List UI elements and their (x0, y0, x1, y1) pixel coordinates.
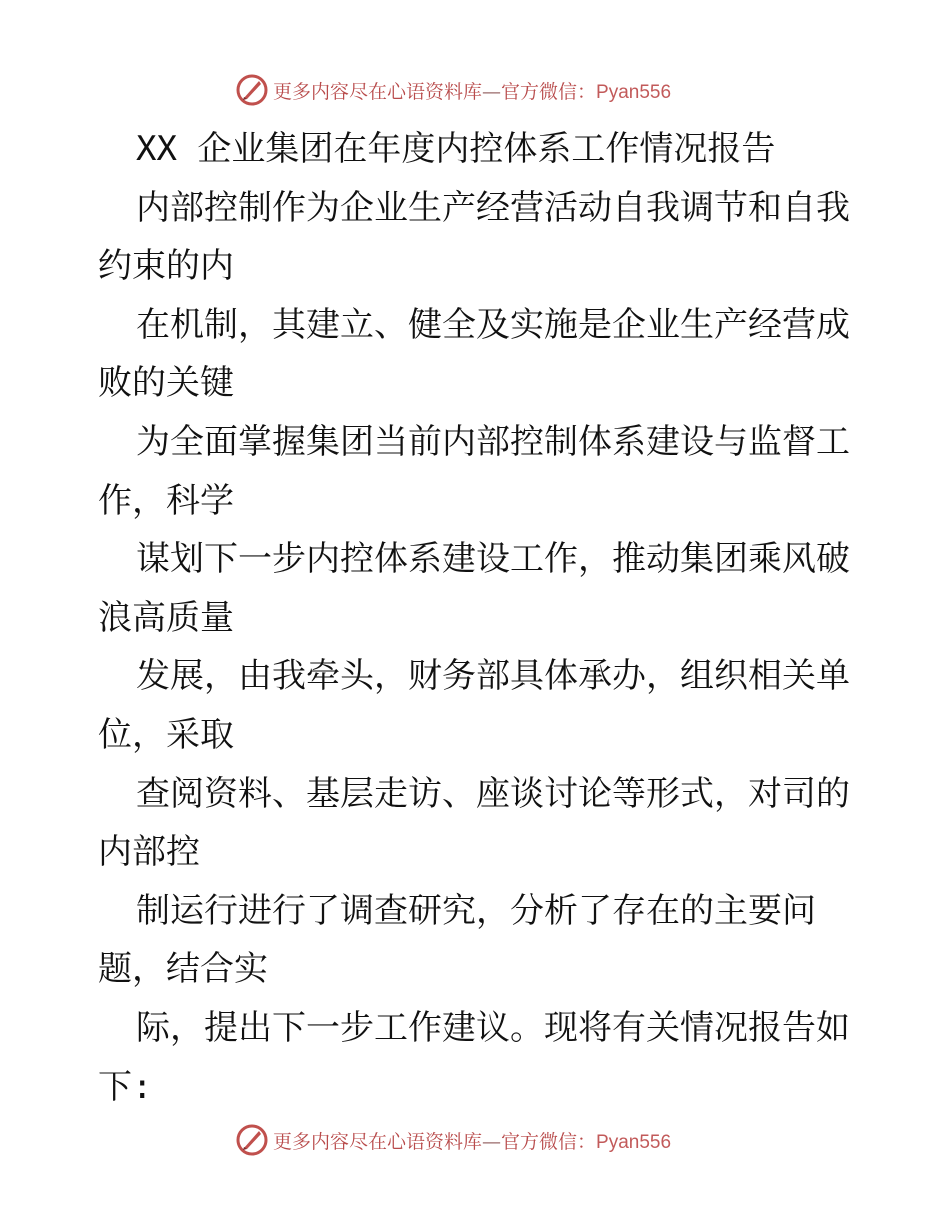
watermark-brand: 更多内容尽在心语资料库 (273, 1130, 483, 1153)
body-line: 败的关键 (98, 363, 234, 404)
body-line: 内部控 (98, 832, 200, 873)
document-title: XX 企业集团在年度内控体系工作情况报告 (136, 129, 776, 169)
body-line: 谋划下一步内控体系建设工作，推动集团乘风破 (136, 539, 850, 580)
body-line: 作，科学 (98, 480, 234, 521)
watermark-separator: — (482, 80, 502, 103)
body-line: 约束的内 (98, 246, 234, 287)
header-watermark (235, 72, 671, 108)
watermark-brand: 更多内容尽在心语资料库 (273, 80, 483, 103)
body-line: 题，结合实 (98, 949, 268, 990)
body-line: 为全面掌握集团当前内部控制体系建设与监督工 (136, 421, 850, 462)
body-line: 在机制，其建立、健全及实施是企业生产经营成 (136, 304, 850, 345)
watermark-label: 官方微信： (501, 1130, 597, 1153)
watermark-account: Pyan556 (596, 81, 672, 103)
body-line: 浪高质量 (98, 597, 234, 638)
body-line: 制运行进行了调查研究，分析了存在的主要问 (136, 890, 816, 931)
watermark-separator: — (482, 1130, 502, 1153)
feather-pen-seal-icon (235, 1123, 269, 1157)
watermark-account: Pyan556 (596, 1131, 672, 1153)
watermark-label: 官方微信： (501, 80, 597, 103)
body-line: 查阅资料、基层走访、座谈讨论等形式，对司的 (136, 773, 850, 814)
body-line: 际，提出下一步工作建议。现将有关情况报告如 (136, 1007, 850, 1048)
feather-pen-seal-icon (235, 73, 269, 107)
body-line: 位，采取 (98, 714, 234, 755)
body-line: 下: (98, 1066, 153, 1107)
body-line: 内部控制作为企业生产经营活动自我调节和自我 (136, 187, 850, 228)
body-line: 发展，由我牵头，财务部具体承办，组织相关单 (136, 656, 850, 697)
footer-watermark (235, 1122, 671, 1158)
document-body (98, 120, 858, 1116)
